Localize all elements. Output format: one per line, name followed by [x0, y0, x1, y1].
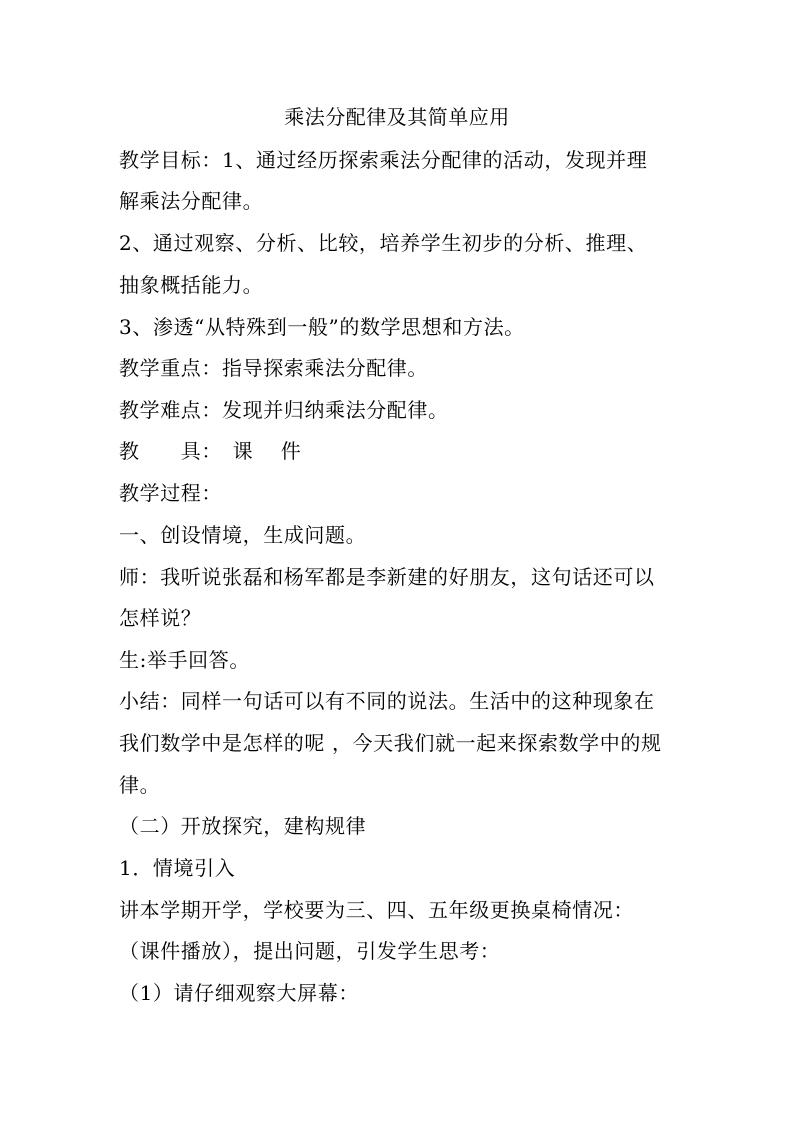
text-line-objective-1-cont: 解乘法分配律。 [119, 189, 264, 213]
text-line-section-one: 一、创设情境，生成问题。 [119, 523, 367, 547]
text-line-summary-2: 我们数学中是怎样的呢 ，今天我们就一起来探索数学中的规 [119, 731, 662, 755]
text-line-objective-2-cont: 抽象概括能力。 [119, 273, 264, 297]
text-line-teacher-1-cont: 怎样说？ [119, 606, 202, 630]
text-line-summary-1: 小结：同样一句话可以有不同的说法。生活中的这种现象在 [119, 689, 655, 713]
text-line-objective-2: 2、通过观察、分析、比较，培养学生初步的分析、推理、 [119, 231, 648, 255]
text-line-summary-3: 律。 [119, 773, 161, 797]
text-line-process-heading: 教学过程： [119, 481, 222, 505]
text-line-objective-1: 教学目标：1、通过经历探索乘法分配律的活动，发现并理 [119, 148, 648, 172]
document-title: 乘法分配律及其简单应用 [284, 105, 510, 129]
text-line-courseware: （课件播放），提出问题，引发学生思考： [119, 939, 501, 963]
text-line-observe: （1）请仔细观察大屏幕： [119, 981, 359, 1005]
text-line-teacher-1: 师：我听说张磊和杨军都是李新建的好朋友，这句话还可以 [119, 565, 655, 589]
text-line-scenario: 讲本学期开学，学校要为三、四、五年级更换桌椅情况： [119, 898, 634, 922]
text-line-objective-3: 3、渗透“从特殊到一般”的数学思想和方法。 [119, 315, 525, 339]
text-line-student: 生:举手回答。 [119, 648, 250, 672]
text-line-section-two: （二）开放探究，建构规律 [119, 814, 367, 838]
text-line-difficulty: 教学难点：发现并归纳乘法分配律。 [119, 398, 449, 422]
text-line-key-point: 教学重点：指导探索乘法分配律。 [119, 356, 428, 380]
text-line-subsection-1: 1．情境引入 [119, 856, 236, 880]
text-line-teaching-tools: 教 具： 课 件 [119, 439, 302, 463]
